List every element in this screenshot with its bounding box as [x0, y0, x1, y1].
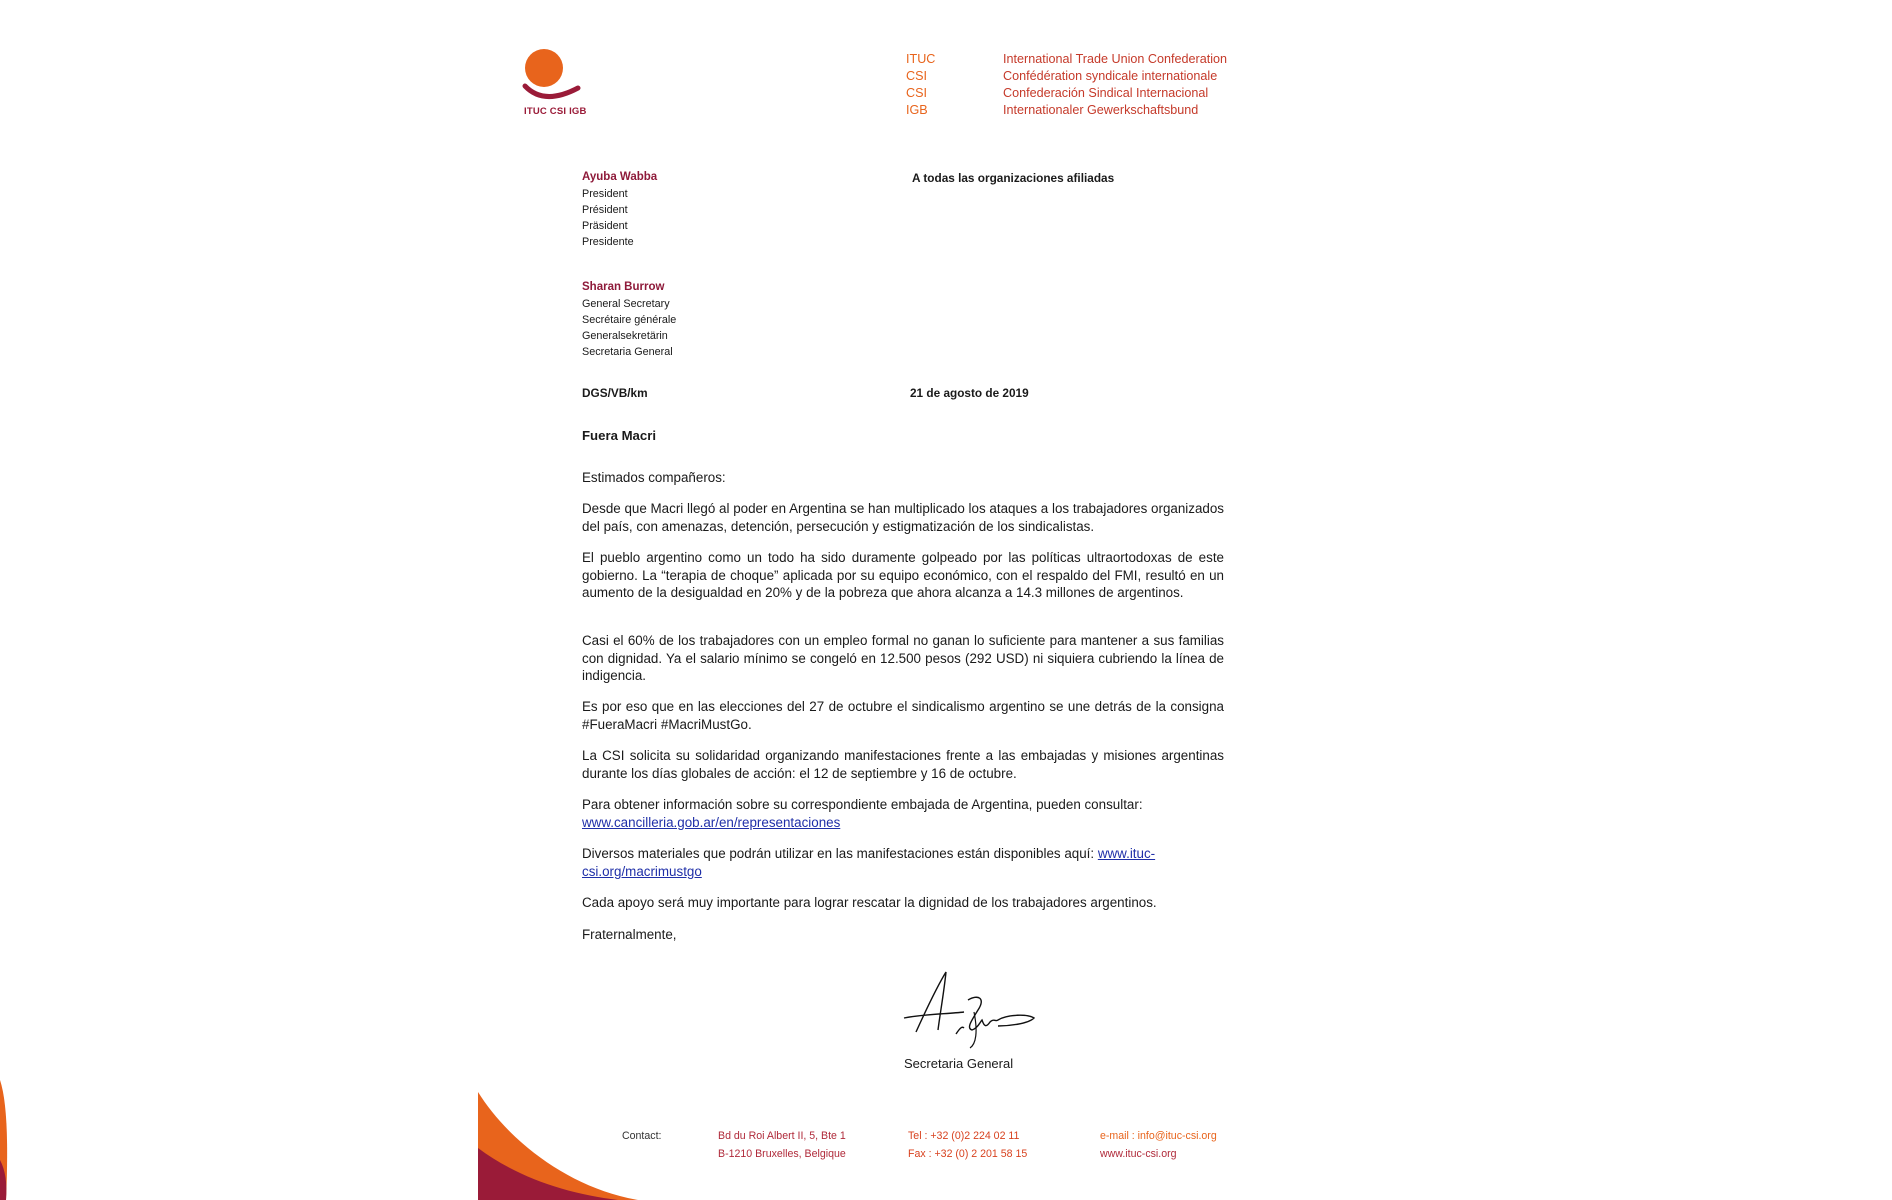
- body-paragraph: Cada apoyo será muy importante para lograr rescatar la dignidad de los trabajadores argentinos.: [582, 895, 1157, 910]
- footer-fax: Fax : +32 (0) 2 201 58 15: [908, 1148, 1028, 1160]
- org-abbr: ITUC: [906, 52, 936, 66]
- org-abbr: CSI: [906, 69, 927, 83]
- paragraph-text: Diversos materiales que podrán utilizar en las manifestaciones están disponibles aquí:: [582, 846, 1098, 861]
- body-paragraph: Desde que Macri llegó al poder en Argentina se han multiplicado los ataques a los trabajadores organizados del país, con amenazas, detención, persecución y estigmatización de los sindicalistas.: [582, 501, 1224, 534]
- letter-page: [478, 0, 1280, 1200]
- secretary-title: Generalsekretärin: [582, 330, 668, 342]
- president-title: Presidente: [582, 236, 634, 248]
- footer-phone: Tel : +32 (0)2 224 02 11: [908, 1130, 1020, 1142]
- macrimustgo-link[interactable]: www.ituc-csi.org/macrimustgo: [582, 846, 1156, 879]
- body-paragraph: [582, 796, 1224, 831]
- president-title: Président: [582, 204, 628, 216]
- footer-address-line: B-1210 Bruxelles, Belgique: [718, 1148, 846, 1160]
- org-abbr: CSI: [906, 86, 927, 100]
- footer-contact-label: Contact:: [622, 1130, 662, 1142]
- letter-date: 21 de agosto de 2019: [910, 386, 1029, 400]
- secretary-title: Secretaria General: [582, 346, 673, 358]
- decorative-swoosh-left: [0, 1080, 10, 1200]
- org-name: Confédération syndicale internationale: [1003, 69, 1218, 83]
- footer-address-line: Bd du Roi Albert II, 5, Bte 1: [718, 1130, 846, 1142]
- secretary-title: General Secretary: [582, 298, 670, 310]
- president-title: Präsident: [582, 220, 628, 232]
- logo-caption: ITUC CSI IGB: [524, 106, 587, 117]
- handwritten-signature: [898, 970, 1038, 1050]
- footer-website[interactable]: www.ituc-csi.org: [1100, 1148, 1177, 1160]
- secretary-name: Sharan Burrow: [582, 281, 665, 293]
- org-name: Confederación Sindical Internacional: [1003, 86, 1209, 100]
- paragraph-text: Para obtener información sobre su correspondiente embajada de Argentina, pueden consultar:: [582, 797, 1143, 812]
- president-title: President: [582, 188, 628, 200]
- letter-subject: Fuera Macri: [582, 428, 657, 443]
- closing: Fraternalmente,: [582, 927, 677, 942]
- body-paragraph: Casi el 60% de los trabajadores con un empleo formal no ganan lo suficiente para mantener a sus familias con dignidad. Ya el salario mínimo se congeló en 12.500 pesos (292 USD) ni siquiera cubriendo la línea de indigencia.: [582, 633, 1224, 684]
- addressee: A todas las organizaciones afiliadas: [912, 171, 1115, 185]
- body-paragraph: [582, 845, 1224, 880]
- footer-email[interactable]: e-mail : info@ituc-csi.org: [1100, 1130, 1217, 1142]
- body-paragraph: El pueblo argentino como un todo ha sido duramente golpeado por las políticas ultraortodoxas de este gobierno. La “terapia de choque” aplicada por su equipo económico, con el respaldo del FMI, resultó en un aumento de la desigualdad en 20% y de la pobreza que ahora alcanza a 14.3 millones de argentinos.: [582, 550, 1224, 601]
- org-name: International Trade Union Confederation: [1003, 52, 1228, 66]
- body-paragraph: Es por eso que en las elecciones del 27 de octubre el sindicalismo argentino se une detrás de la consigna #FueraMacri #MacriMustGo.: [582, 699, 1224, 732]
- body-paragraph: La CSI solicita su solidaridad organizando manifestaciones frente a las embajadas y misiones argentinas durante los días globales de acción: el 12 de septiembre y 16 de octubre.: [582, 748, 1224, 781]
- reference-code: DGS/VB/km: [582, 386, 648, 400]
- cancilleria-link[interactable]: www.cancilleria.gob.ar/en/representaciones: [582, 814, 841, 830]
- org-name: Internationaler Gewerkschaftsbund: [1003, 103, 1199, 117]
- signature-title: Secretaria General: [904, 1056, 1014, 1071]
- org-abbr: IGB: [906, 103, 928, 117]
- secretary-title: Secrétaire générale: [582, 314, 677, 326]
- president-name: Ayuba Wabba: [582, 171, 658, 183]
- greeting: Estimados compañeros:: [582, 470, 726, 485]
- footer-decoration: [478, 1090, 1280, 1200]
